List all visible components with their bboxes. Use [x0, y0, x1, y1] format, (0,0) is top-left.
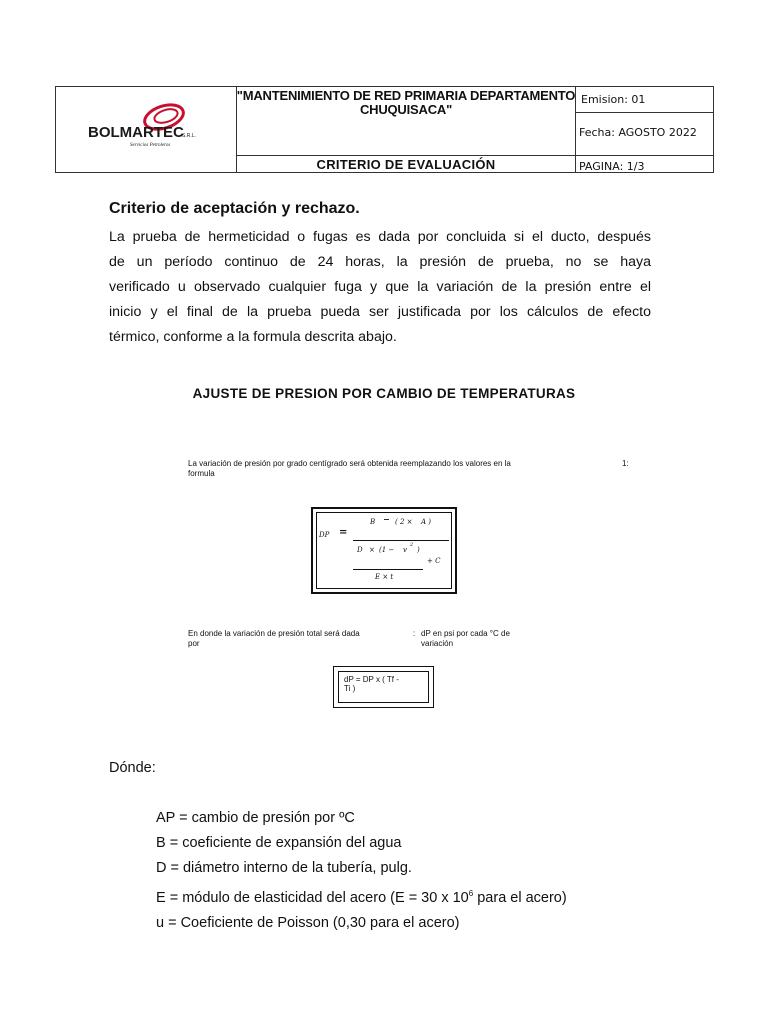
total-intro-line: por — [188, 639, 200, 648]
formula-ref: 1: — [622, 459, 629, 468]
definition-e-exponent: 6 — [468, 889, 474, 898]
document-title-line: CHUQUISACA" — [359, 102, 453, 117]
definition-item: D = diámetro interno de la tubería, pulg. — [156, 860, 412, 876]
definition-item — [156, 881, 567, 911]
definition-item: AP = cambio de presión por ºC — [156, 810, 355, 826]
formula-den2: E × t — [375, 573, 394, 581]
total-formula-line: dP = DP x ( Tf - — [344, 675, 399, 684]
logo-swoosh-icon — [86, 95, 236, 155]
document-subtitle: CRITERIO DE EVALUACIÓN — [316, 157, 496, 172]
section-heading: Criterio de aceptación y rechazo. — [109, 200, 360, 217]
total-colon: : — [413, 629, 416, 638]
definition-e-suffix: para el acero) — [473, 889, 567, 906]
formula-intro — [188, 459, 511, 479]
formula-num-a: A ) — [421, 518, 432, 526]
paragraph-line: verificado u observado cualquier fuga y que la variación de la presión entre el — [109, 279, 651, 295]
formula-den-exp: 2 — [410, 542, 414, 548]
logo-suffix: S.R.L. — [182, 133, 196, 139]
definition-item: B = coeficiente de expansión del agua — [156, 835, 402, 851]
pagina-label: PAGINA: 1/3 — [579, 160, 645, 173]
paragraph-line: inicio y el final de la prueba pueda ser justificada por los cálculos de efecto — [109, 304, 651, 320]
total-unit-line: dP en psi por cada °C de — [421, 629, 510, 638]
paragraph-line: térmico, conforme a la formula descrita abajo. — [109, 329, 397, 345]
header-divider — [575, 112, 713, 113]
total-unit-line: variación — [421, 639, 454, 648]
logo-tagline: Servicios Petroleros — [130, 143, 171, 148]
company-logo — [86, 95, 236, 155]
formula-intro-line: La variación de presión por grado centígrado será obtenida reemplazando los valores en la — [188, 459, 511, 468]
logo-name: BOLMARTEC — [88, 124, 184, 141]
total-formula-line: Ti ) — [344, 684, 356, 693]
formula-num-minus: − — [383, 514, 390, 524]
total-formula-box — [333, 666, 434, 708]
formula-den-x: × — [369, 546, 375, 554]
header-divider — [236, 155, 713, 156]
donde-label: Dónde: — [109, 760, 156, 776]
total-intro-line: En donde la variación de presión total será dada — [188, 629, 360, 638]
total-intro — [188, 629, 360, 649]
formula-plus-c: + C — [427, 557, 441, 565]
formula-den-paren: (1 − — [379, 546, 395, 554]
fraction-bar — [353, 569, 423, 570]
formula-num-b: B — [370, 518, 376, 526]
formula-lhs: DP — [319, 531, 330, 539]
formula-den-d: D — [357, 546, 363, 554]
formula-eq: = — [339, 527, 348, 538]
formula-den-v: v — [403, 546, 407, 554]
document-title — [236, 89, 576, 117]
paragraph-line: de un período continuo de 24 horas, la presión de prueba, no se haya — [109, 254, 651, 270]
formula-den-close: ) — [417, 546, 420, 554]
document-title-line: "MANTENIMIENTO DE RED PRIMARIA DEPARTAMENTO — [236, 88, 576, 103]
definition-item: u = Coeficiente de Poisson (0,30 para el acero) — [156, 914, 460, 931]
paragraph-line: La prueba de hermeticidad o fugas es dada por concluida si el ducto, después — [109, 229, 651, 245]
emision-label: Emision: 01 — [581, 93, 646, 106]
fecha-label: Fecha: AGOSTO 2022 — [579, 126, 697, 139]
body-paragraph — [109, 225, 651, 350]
definitions-list — [156, 806, 567, 936]
total-unit — [421, 629, 510, 649]
fraction-bar — [353, 540, 449, 541]
formula-num-paren: ( 2 × — [395, 518, 413, 526]
definition-e-text: E = módulo de elasticidad del acero (E = 30 x 10 — [156, 889, 469, 906]
formula-box — [311, 507, 457, 594]
adjust-heading: AJUSTE DE PRESION POR CAMBIO DE TEMPERATURAS — [192, 386, 576, 401]
document-header-table — [55, 86, 714, 173]
formula-intro-line: formula — [188, 469, 215, 478]
total-formula — [338, 671, 429, 703]
